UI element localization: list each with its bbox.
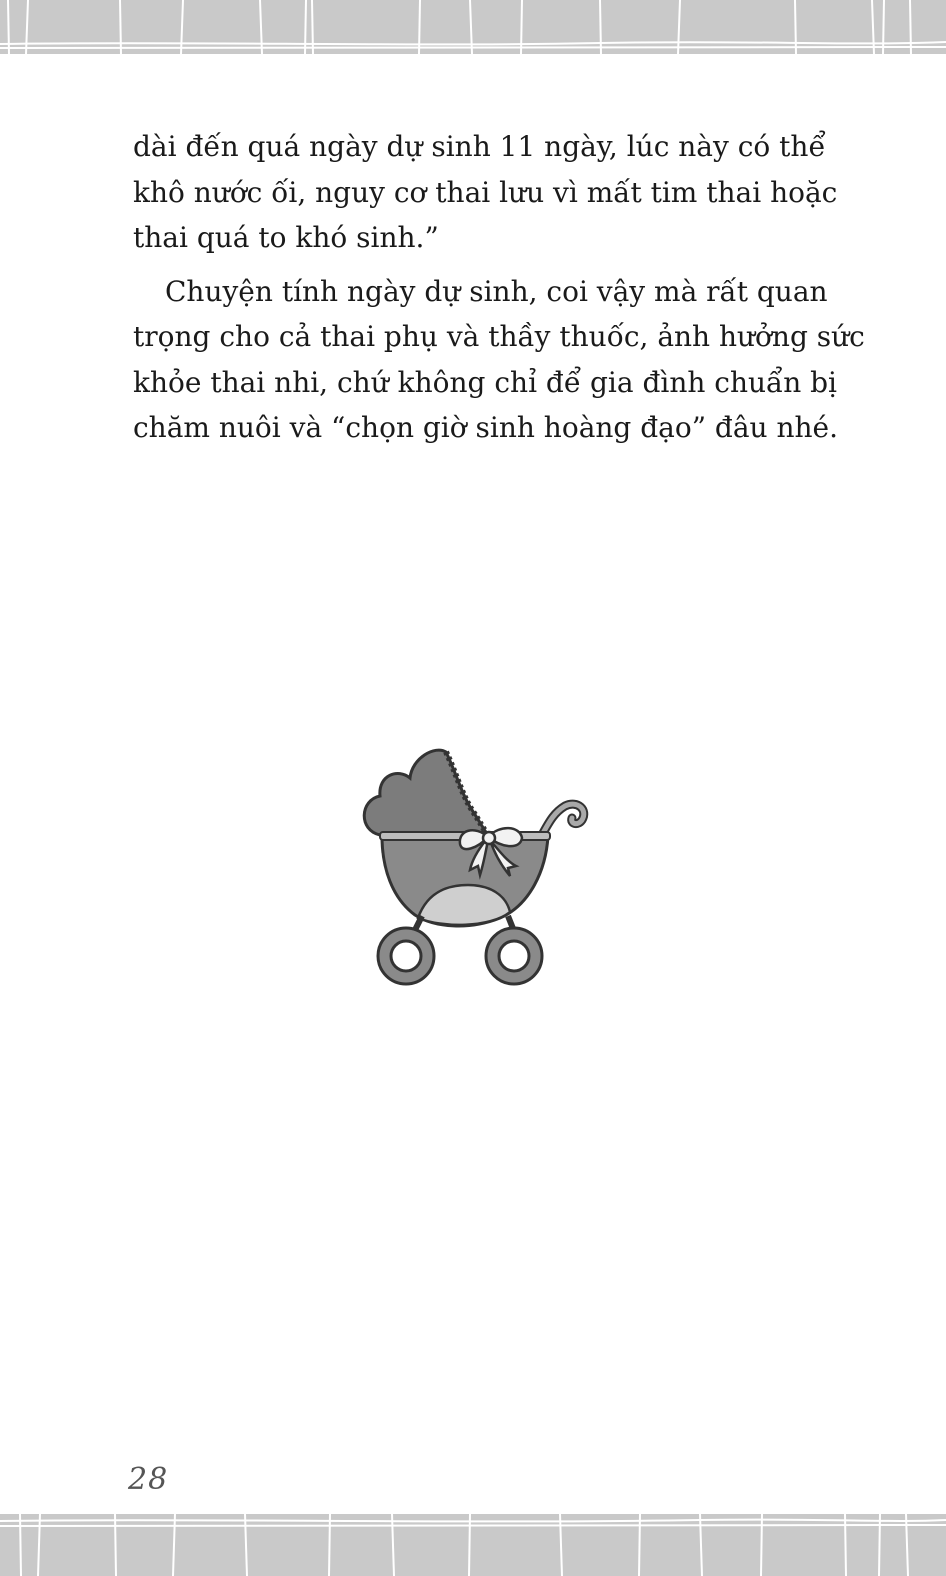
text-line: thai quá to khó sinh.” xyxy=(133,221,439,254)
paragraph-1 xyxy=(133,124,838,261)
text-line: trọng cho cả thai phụ và thầy thuốc, ảnh hưởng sức xyxy=(133,320,865,353)
band-pattern-top xyxy=(0,0,946,54)
top-decorative-band xyxy=(0,0,946,54)
baby-stroller-icon xyxy=(350,740,600,1000)
text-line: dài đến quá ngày dự sinh 11 ngày, lúc này có thể xyxy=(133,130,826,163)
body-text xyxy=(133,124,865,451)
band-pattern-bottom xyxy=(0,1514,946,1576)
page-number: 28 xyxy=(128,1462,169,1497)
text-line: Chuyện tính ngày dự sinh, coi vậy mà rất quan xyxy=(165,274,828,308)
paragraph-2 xyxy=(133,269,865,451)
text-line: chăm nuôi và “chọn giờ sinh hoàng đạo” đâu nhé. xyxy=(133,411,839,444)
text-line: khỏe thai nhi, chứ không chỉ để gia đình chuẩn bị xyxy=(133,365,838,399)
text-line: khô nước ối, nguy cơ thai lưu vì mất tim thai hoặc xyxy=(133,175,838,209)
bottom-decorative-band xyxy=(0,1514,946,1576)
